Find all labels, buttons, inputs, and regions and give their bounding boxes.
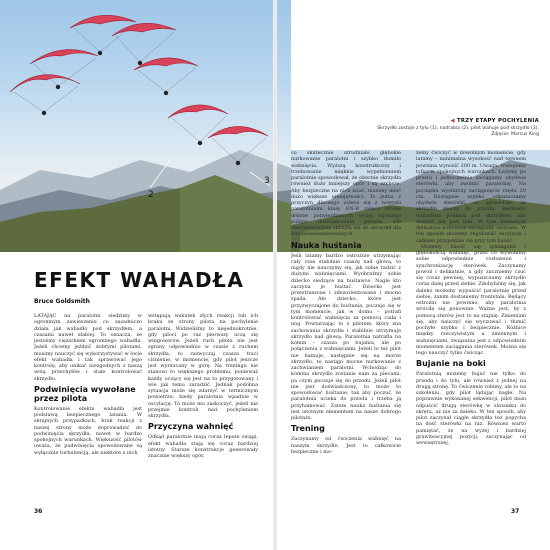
caption-title: [371, 118, 539, 124]
wing-3: [70, 15, 136, 28]
page-number-left: 36: [34, 508, 43, 515]
paragraph: Zaczynamy od ćwiczenia wahnięć na naszym skrzydle. Jest to całkowicie bezpieczne i mo-: [291, 436, 401, 455]
wing-7: [208, 126, 268, 138]
paragraph: Odkąd paralotnie mają coraz lepsze osiągi, efekt wahadła stają się coraz bardziej istotny. Starsze konstrukcje generowały znacznie większy opór,: [148, 434, 258, 459]
figure-number-3: 3: [264, 176, 270, 186]
caption-title-text: TRZY ETAPY POCHYLENIA: [456, 118, 539, 124]
section-heading: Bujanie na boki: [416, 359, 486, 369]
paragraph: LATAJĄC na paralotni siedzimy w ogromnym zawieszeniu co zasadniczo działa jak wahadło pod skrzydłem, a czasami nawet słabiej. To oznacza, że jesteśmy ciężarkiem ogromnego wahadła. Jeżeli chcemy jeździć dobrymi pilotami, musimy nauczyć się wykorzystywać w locie efekt wahadła i tak sprawować jego kontrolę, aby unikać niezgodnych z naszą wolą przechyłów i stale kontrolować skrzydło.: [34, 313, 142, 382]
caption-text: Skrzydło zostaje z tyłu (1), nadrabia (2), pilot wahuje pod skrzydło (3). Zdjęcie: Marcus King: [377, 126, 539, 137]
article-author: Bruce Goldsmith: [34, 298, 90, 305]
page-gutter: [273, 0, 277, 550]
text-column-2: [148, 313, 258, 459]
wing-1: [10, 75, 80, 92]
article-title: EFEKT WAHADŁA: [34, 268, 245, 292]
text-column-4: [416, 150, 526, 446]
section-heading: Trening: [291, 424, 325, 434]
section-heading: Nauka huśtania: [291, 240, 362, 250]
paraglider-group-left: [10, 15, 268, 138]
section-heading: Przyczyna wahnięć: [148, 422, 234, 432]
wing-2: [30, 50, 98, 64]
paragraph: co skutecznie utrudniało głębokie nurkowanie paralotni i szybko tłumiło wahnięcia. Wyższą konstruktorzy i trzebowanie miękkie wypełnieniem paralotnie spowodował, że obecnie skrzydła również dużo mniejszy opór i są szybsze. Aby bezpieczne na nich latać, musimy mieć dużo większe umiejętności. To jedna z przyczyn dlaczego zaleca się z nowymi paralotniami klasy EN-B zaleca stronę dobrze potwierdzonych wyżej ogólnego pułapu doświadczenia pilotów. Ich charakterystyka zbliżyła się do skrzydeł dla średniozaawansowanych.: [291, 150, 401, 238]
paragraph: Kontrolowanie efektu wahadła jest podstawą bezpiecznego latania. W skrajnych przypadkach, brak reakcji z naszej strony może doprowadzić do podwinięcia skrzydła, nawet w bardzo spokojnych warunkach. Większość pilotów uważa, że podwinięcia spowodowane są wyłącznie turbulencją, ale niektóre z nich: [34, 405, 142, 456]
paragraph: Paralotnią możemy bujać nie tylko do przodu i do tyłu, ale również z jednej na drugą stronę. To ćwiczenie robimy, ale to na szkoleniu, gdy pilot lądując nagle. Na poprawnie wykonanej sekwencji, pilot musi odpuścić drugą sterówkę w stosunku do skrętu, aż nie za daleko. W ten sposób, aby pilot zaczynał ciągle skrzydła też popycha na dość sterówki na raz. Również warto pamiętać, że na wyżej i bardziej grawiteacyjnej pozycji, zaczynając od wewnętrznej.: [416, 371, 526, 446]
paragraph: Jeśli latamy bardzo ostrożnie utrzymując cały czas stabilnie czaszę nad głową, to nigdy nie nauczymy się, jak sobie radzić z dużymi wahnięciami. Wyobraźmy sobie dziecko siedzące na huśtawce. Nagle kto zaczyna je huśtać. Dziecko jest przestraszone i zdezorientowane i mocno spada. Ale dziecko, które jest przyzwyczajone do huśtania, poczuje się w tym momencie, jak w domu – potrafi kontrolować wahnięcia za pomocą ciała i nóg. Powtarzając to z pilotem, który zna zachowania skrzydła i stabilnie utrzymuje skrzydło nad głową. Paralotnia natrafia na komin – czasza po bujaniu, ale po połączeniu z wahnięciami. Jeżeli to też pilot nie hamuje, następnie się na morze skrzydło, to nastąpi mocne nurkowanie z zachwianiem paralotni. Wchodząc do komina skrzydło zostanie nam za plecami, pa czym poczuje się do przodu. Jeżeli pilot nie jest doświadczony, to może to spowodować huśtanie, tak aby poczuć, że paralotnia ucieka do przodu i trzeba ją przyhamować. Zatem nauka huśtania się jest istotnym elementem na nasze dobrego pilotażu.: [291, 252, 401, 421]
wing-5: [134, 58, 198, 70]
paragraph: żemy ćwiczyć w dowolnym momencie, gdy latamy – minimalna wysokość nad terenem powinna wynosić 200 m. Uwaga: trenujemy tylko w spokojnych warunkach. Leżymy po prostu i jednocześnie zaciągamy obydwie sterówki, aby zwolnić paralotnię. Na początku wystarczy zaciągnięcie rzędu 20 cm. Następnie szybko odpuszczamy obydwie sterówki, co spowoduje, że skrzydło skoczy do przodu. Będziemy wahadłem poddani pod skrzydłem, aby znaleźć się pod nim. W tym momencie delikatnie ponownie zaciągamy sterówki. W ten sposób możemy regulować oscylacje i całkiem przyjemnie się przy tym bawić.: [416, 150, 526, 244]
text-column-3: [291, 150, 401, 455]
text-column-1: [34, 313, 142, 456]
figure-number-2: 2: [148, 190, 154, 200]
wing-6: [168, 105, 228, 118]
page-number-right: 37: [511, 508, 520, 515]
paragraph: Możemy bawić się tymiagami i głębokością wahnięć, przez co wywołamy sobie odpowiednie rozłożenie i synchronizację sterówek. Zaczynamy powoli i delikatnie, a gdy zaczniemy czuć się coraz pewniej, wypuszczamy skrzydło coraz dalej przed siebie. Zdobyliśmy się, jak daleko możemy wypuścić paralotnię przed siebie, zanim dostaniemy frontstala. Będący ostrożni nie powinno, aby paralotnia wróciła się ponownie. Ważne jest, by z pomocą sterów jest to na stajnię. Zmieniam się, aby nauczyć się wyczuwać i tłumić pochyłe szybko i bezpiecznie. Różnice między rzeczywistym a zmiennym i wahnięciami, związania jest z odpowiednim momentem zaciągania sterówek. Można się tego nauczyć tylko ćwicząc.: [416, 243, 526, 356]
caption-arrow-icon: ◀: [450, 118, 457, 124]
section-heading: Podwinięcia wywołane przez pilota: [34, 384, 136, 403]
paragraph: wstępują wskutek złych reakcji lub ich braku ze strony pilota na pochylenie paralotni. Widzieliśmy to niejednokrotnie, gdy piloci po raz pierwszy uczą się wingowerów. Jeżeli ruch pilota nie jest zgrany odpowiednio w czasie z ruchem skrzydła, to zazwyczaj czasza traci ciśnienie, w momencie, gdy pilot jeszcze jest wyrzucany w górę. Na treningu nie stanowi to większego problemu, ponieważ każdy uczący się jest na to przygotowany i wie jak temu zaradzić. Jednak podobna sytuacja może się zdarzyć w termicznym powietrzu, kiedy paralotnia wpadnie w oscylację. To może mu zaskoczyć, jeżeli nie przejmie kontroli nad pochyleniem skrzydła.: [148, 313, 258, 419]
photo-caption: [371, 118, 539, 138]
